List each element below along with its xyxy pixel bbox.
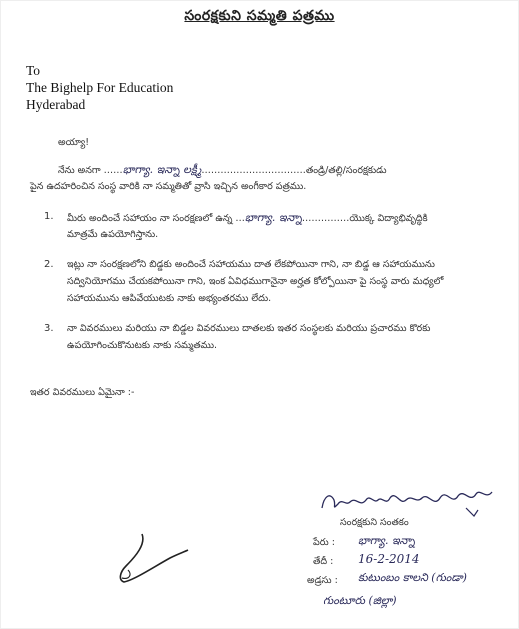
item-3-line-1: నా వివరములు మరియు నా బిడ్డల వివరములు దాతలకు ఇతర సంస్థలకు మరియు ప్రచారము కొరకు xyxy=(67,323,431,334)
child-name-handwritten: భాగ్యా. ఇన్నా xyxy=(244,211,302,224)
item-1-number: 1. xyxy=(44,211,54,222)
intro-suffix: ……………………………తండ్రి/తల్లి/సంరక్షకుడు xyxy=(201,165,387,176)
date-value: 16-2-2014 xyxy=(358,552,420,566)
intro-prefix: నేను అనగా …… xyxy=(58,165,123,176)
name-value: భాగ్యా. ఇన్నా xyxy=(358,534,415,547)
address-value-1: కుటుంబం కాలని (గుండా) xyxy=(358,571,467,584)
item-3-number: 3. xyxy=(44,323,54,334)
date-label: తేదీ : xyxy=(313,556,334,567)
name-label: పేరు : xyxy=(313,537,335,548)
item-1-line-2: మాత్రమే ఉపయోగిస్తాను. xyxy=(67,229,159,240)
address-to: To xyxy=(26,63,41,78)
item-3-line-2: ఉపయోగించుకొనుటకు నాకు సమ్మతము. xyxy=(67,340,218,351)
address-label: అడ్రసు : xyxy=(307,575,338,586)
intro-line-1 xyxy=(58,163,386,179)
address-value-2: గుంటూరు (జిల్లా) xyxy=(323,594,397,607)
address-org: The Bighelp For Education xyxy=(26,80,174,95)
item-1-prefix: మీరు అందించే సహాయం నా సంరక్షణలో ఉన్న … xyxy=(67,213,245,224)
guardian-signature-label: సంరక్షకుని సంతకం xyxy=(340,517,409,528)
address-city: Hyderabad xyxy=(26,97,86,112)
left-signature xyxy=(112,530,192,592)
item-1-suffix: ……………యొక్క విద్యాభివృద్ధికి xyxy=(301,213,428,224)
item-2-line-1: ఇట్లు నా సంరక్షణలోని బిడ్డకు అందించే సహాయము దాత లేకపోయినా గాని, నా బిడ్డ ఆ సహాయమును xyxy=(67,259,435,270)
item-2-line-3: సహాయమును ఆపివేయుటకు నాకు అభ్యంతరము లేదు. xyxy=(67,293,272,304)
item-2-number: 2. xyxy=(44,259,54,270)
page-title: సంరక్షకుని సమ్మతి పత్రము xyxy=(184,8,335,24)
other-details-label: ఇతర వివరములు ఏమైనా :- xyxy=(30,387,135,398)
item-2-line-2: సద్వినియోగము చేయకపోయినా గాని, ఇంక ఏవిధముగానైనా అర్హత కోల్పోయినా పై సంస్థ వారు మధ్యలో xyxy=(67,276,444,287)
salutation: అయ్యా! xyxy=(58,137,90,148)
intro-line-2: పైన ఉదహరించిన సంస్థ వారికి నా సమ్మతితో వ్రాసి ఇచ్చిన అంగీకార పత్రము. xyxy=(30,181,307,192)
address-block xyxy=(26,62,173,113)
parent-name-handwritten: భాగ్యా. ఇన్నా లక్ష్మీ xyxy=(122,163,202,176)
item-1-line-1 xyxy=(67,211,428,227)
